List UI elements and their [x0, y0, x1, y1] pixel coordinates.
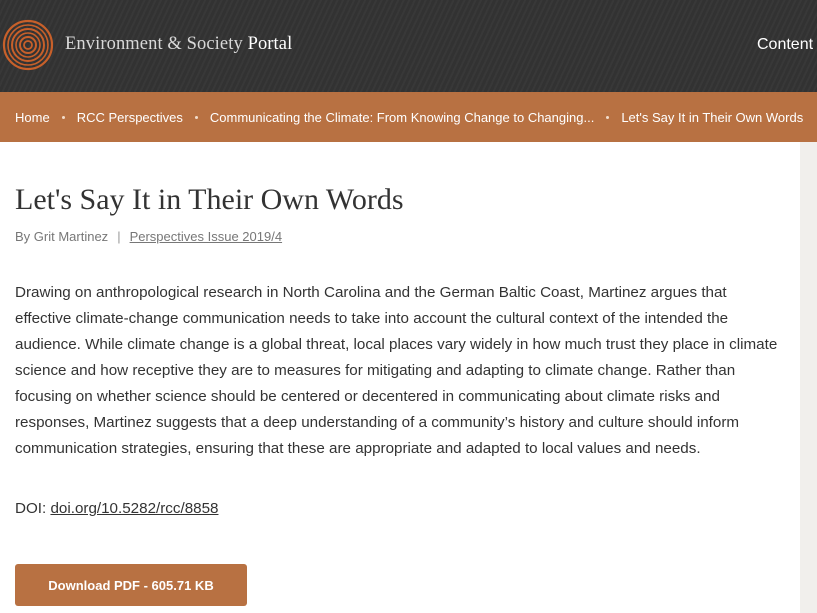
site-title-portal: Portal [247, 34, 293, 54]
site-title-main: Environment & Society [65, 34, 248, 54]
breadcrumb-home[interactable]: Home [15, 109, 50, 125]
article-abstract: Drawing on anthropological research in North Carolina and the German Baltic Coast, Martinez argues that effective climate-change communication needs to take into account the cultural context of the intended the audience. While climate change is a global threat, local places vary widely in how much trust they place in climate science and how receptive they are to measures for mitigating and adapting to climate change. Rather than focusing on whether science should be centered or decentered in communicating about climate risks and responses, Martinez suggests that a deep understanding of a community’s history and culture should inform communication strategies, ensuring that these are appropriate and adapted to local values and needs. [15, 284, 778, 457]
concentric-circles-logo-icon[interactable] [2, 19, 54, 71]
doi-link[interactable]: doi.org/10.5282/rcc/8858 [50, 500, 219, 517]
doi-line [15, 500, 218, 517]
breadcrumb-issue[interactable]: Communicating the Climate: From Knowing Change to Changing... [209, 109, 595, 125]
download-pdf-button[interactable]: Download PDF - 605.71 KB [15, 564, 247, 606]
breadcrumb-rcc-perspectives[interactable]: RCC Perspectives [76, 109, 183, 125]
site-title[interactable] [65, 34, 292, 55]
breadcrumb [0, 92, 817, 142]
breadcrumb-separator [606, 116, 609, 119]
breadcrumb-separator [62, 116, 65, 119]
site-header [0, 0, 817, 92]
page-title: Let's Say It in Their Own Words [15, 183, 404, 216]
right-gutter [800, 142, 817, 613]
author: By Grit Martinez [15, 229, 109, 244]
breadcrumb-current[interactable]: Let's Say It in Their Own Words [621, 109, 804, 125]
byline [15, 229, 282, 244]
byline-separator: | [117, 229, 121, 244]
issue-link[interactable]: Perspectives Issue 2019/4 [129, 229, 283, 244]
breadcrumb-separator [195, 116, 198, 119]
doi-label: DOI: [15, 500, 51, 517]
nav-content-link[interactable]: Content [757, 36, 814, 53]
